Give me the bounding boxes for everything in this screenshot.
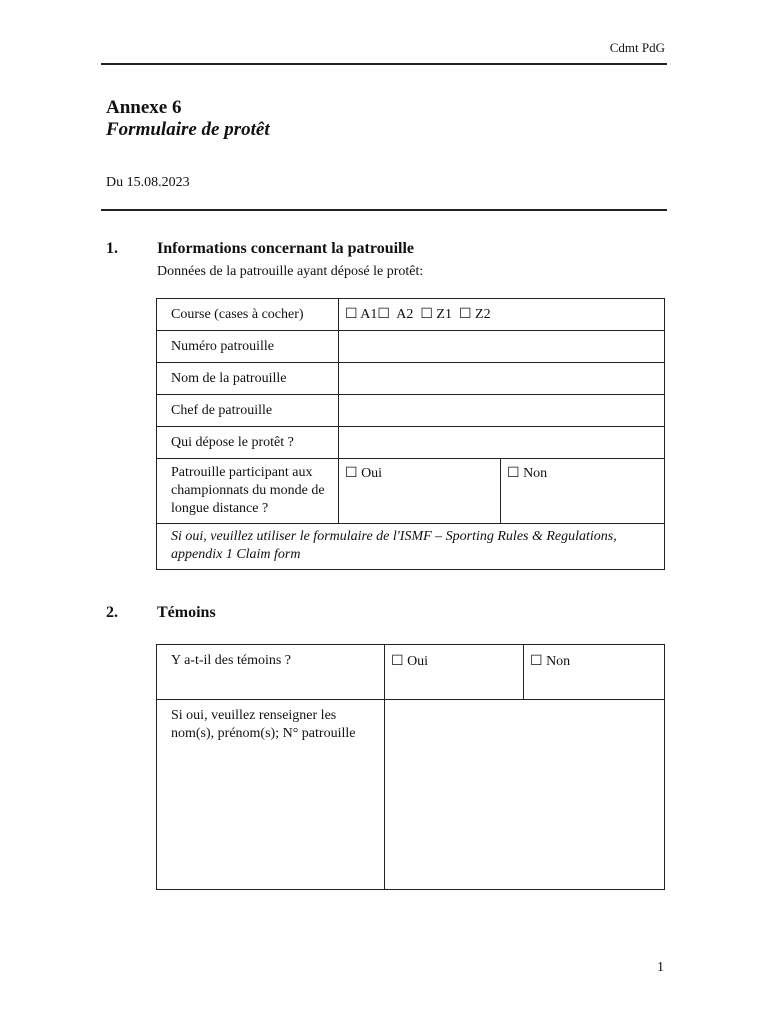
checkbox-championnats-non[interactable]: ☐ [507,465,520,481]
checkbox-z1[interactable]: ☐ [420,306,433,322]
option-a2-label: A2 [396,307,414,322]
header-reference: Cdmt PdG [609,40,665,55]
header-divider [101,63,667,65]
checkbox-witnesses-oui[interactable]: ☐ [391,653,404,669]
patrol-info-table [156,298,665,570]
option-z2-label: Z2 [475,307,491,322]
table-row-qui [157,427,665,459]
table-row-nom [157,363,665,395]
section-2-number: 2. [106,604,118,621]
nom-field[interactable] [339,363,665,395]
option-z1-label: Z1 [436,307,452,322]
annex-title: Annexe 6 [106,97,182,118]
checkbox-z2[interactable]: ☐ [458,306,472,322]
chef-label: Chef de patrouille [157,395,339,427]
table-row-witnesses-question [157,645,665,700]
table-row-chef [157,395,665,427]
course-label: Course (cases à cocher) [157,299,339,331]
witnesses-no-cell [524,645,665,700]
championnats-oui-label: Oui [361,466,383,481]
section-1-subtitle: Données de la patrouille ayant déposé le protêt: [157,264,424,279]
witnesses-table [156,644,665,890]
page-number: 1 [657,960,664,975]
document-date: Du 15.08.2023 [106,175,190,190]
witnesses-details-label: Si oui, veuillez renseigner les nom(s), prénom(s); N° patrouille [157,700,385,890]
chef-field[interactable] [339,395,665,427]
championnats-non-label: Non [523,466,548,481]
witnesses-oui-label: Oui [407,654,429,669]
witnesses-question: Y a-t-il des témoins ? [157,645,385,700]
nom-label: Nom de la patrouille [157,363,339,395]
section-1-title: Informations concernant la patrouille [157,240,415,257]
championnats-label: Patrouille participant aux championnats du monde de longue distance ? [157,459,339,524]
checkbox-a1[interactable]: ☐ [345,306,358,322]
table-row-witnesses-details [157,700,665,890]
championnats-no-cell [501,459,665,524]
witnesses-yes-cell [385,645,524,700]
qui-label: Qui dépose le protêt ? [157,427,339,459]
option-a1-label: A1 [360,307,378,322]
checkbox-a2[interactable]: ☐ [377,306,390,322]
annex-subtitle: Formulaire de protêt [106,119,270,140]
checkbox-witnesses-non[interactable]: ☐ [530,653,543,669]
table-row-course [157,299,665,331]
qui-field[interactable] [339,427,665,459]
course-options [339,299,665,331]
table-row-championnats [157,459,665,524]
section-2-title: Témoins [157,604,216,621]
ismf-note: Si oui, veuillez utiliser le formulaire de l'ISMF – Sporting Rules & Regulations, appendix 1 Claim form [157,524,665,570]
table-row-note [157,524,665,570]
witnesses-details-field[interactable] [385,700,665,890]
checkbox-championnats-oui[interactable]: ☐ [345,465,358,481]
witnesses-non-label: Non [546,654,571,669]
section-1-number: 1. [106,240,118,257]
section-divider [101,209,667,211]
championnats-yes-cell [339,459,501,524]
numero-field[interactable] [339,331,665,363]
numero-label: Numéro patrouille [157,331,339,363]
table-row-numero [157,331,665,363]
